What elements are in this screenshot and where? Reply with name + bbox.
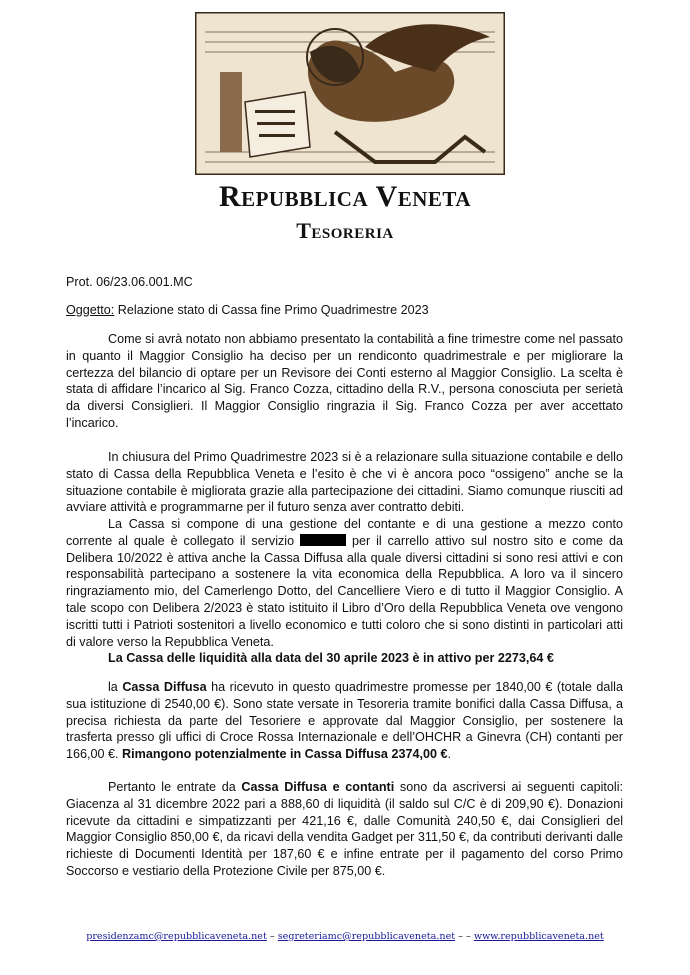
subject-line [66,302,623,319]
paragraph-3-text-b: per il carrello attivo sul nostro sito e come da Delibera 10/2022 è attiva anche la Cassa Diffusa alla quale diversi cittadini si sono resi attivi e con responsabilità partecipano a sostenere la vita economica della Repubblica. A loro va il sincero ringraziamento mio, del Camerlengo Dotto, del Cancelliere Viero e di tutto il Maggior Consiglio. A tale scopo con Delibera 2/2023 è stato istituito il Libro d’Oro della Repubblica Veneta ove vengono iscritti tutti i Patrioti sostenitori a livello economico e tutti coloro che si sono distinti in particolari atti di valore verso la Repubblica Veneta. [66,533,623,649]
presidency-email-link[interactable]: presidenzamc@repubblicaveneta.net [86,931,267,942]
paragraph-2: In chiusura del Primo Quadrimestre 2023 si è a relazionare sulla situazione contabile e dello stato di Cassa della Repubblica Veneta e l’esito è che vi è ancora poco “ossigeno” anche se la situazione contabile è migliorata grazie alla partecipazione dei cittadini. Siamo comunque riusciti ad avviare attività e programmarne per il futuro senza aver contratto debiti. [66,450,623,515]
paragraph-4-balance: La Cassa delle liquidità alla data del 30 aprile 2023 è in attivo per 2273,64 € [108,651,554,665]
document-title: Repubblica Veneta [218,180,472,213]
separator: – – [455,931,474,942]
subject-text: Relazione stato di Cassa fine Primo Quadrimestre 2023 [114,303,429,317]
p5-a: la [108,680,123,694]
paragraph-1: Come si avrà notato non abbiamo presentato la contabilità a fine trimestre come nel passato in quanto il Maggior Consiglio ha deciso per un rendiconto quadrimestrale e per migliorare la certezza del bilancio di optare per un Revisore dei Conti esterno al Maggior Consiglio. La scelta è stata di affidare l’incarico al Sig. Franco Cozza, cittadino della R.V., persona conosciuta per serietà da diversi Consiglieri. Il Maggior Consiglio ringrazia il Sig. Franco Cozza per aver accettato l’incarico. [66,332,623,430]
p6-a: Pertanto le entrate da [108,780,242,794]
redacted-block [300,534,346,546]
footer [0,931,690,942]
p5-d: Rimangono potenzialmente in Cassa Diffusa 2374,00 € [122,747,448,762]
paragraph-5 [66,679,623,763]
website-link[interactable]: www.repubblicaveneta.net [473,931,604,942]
separator: – [266,931,278,942]
subject-label: Oggetto: [66,303,115,317]
p5-c: ha ricevuto in questo quadrimestre promesse per 1840,00 € (totale dalla sua istituzione di 2540,00 €). Sono state versate in Tesoreria tramite bonifici dalla Cassa Diffusa, a precisa richiesta da parte del Tesoriere e approvate dal Maggior Consiglio, per sostenere la trasferta presso gli uffici di Croce Rossa Internazionale e dell’OHCHR a Ginevra (CH) contanti per 166,00 €. [66,680,623,762]
paragraph-3 [66,516,623,650]
p6-c: sono da ascriversi ai seguenti capitoli: Giacenza al 31 dicembre 2022 pari a 888,60 di liquidità (il saldo sul C/C è di 209,90 €). Donazioni ricevute da cittadini e simpatizzanti per 421,16 €, dalle Comunità 240,50 €, dai Consiglieri del Maggior Consiglio 850,00 €, da ricavi della vendita Gadget per 311,50 €, da contributi derivanti dalle richieste di Documenti Identità per 187,60 € e infine entrate per il pagamento del corso Primo Soccorso e vestiario della Protezione Civile per 875,00 €. [66,780,623,878]
paragraph-6 [66,779,623,880]
lion-of-saint-mark-emblem [195,12,505,175]
p6-b: Cassa Diffusa e contanti [241,780,395,794]
p5-b: Cassa Diffusa [122,680,207,694]
document-subtitle: Tesoreria [296,218,394,243]
secretariat-email-link[interactable]: segreteriamc@repubblicaveneta.net [277,931,456,942]
protocol-number: Prot. 06/23.06.001.MC [66,275,193,289]
p5-e: . [447,747,451,762]
paragraph-3-text-a: La Cassa si compone di una gestione del contante e di una gestione a mezzo conto corrente al quale è collegato il servizio [66,517,623,548]
